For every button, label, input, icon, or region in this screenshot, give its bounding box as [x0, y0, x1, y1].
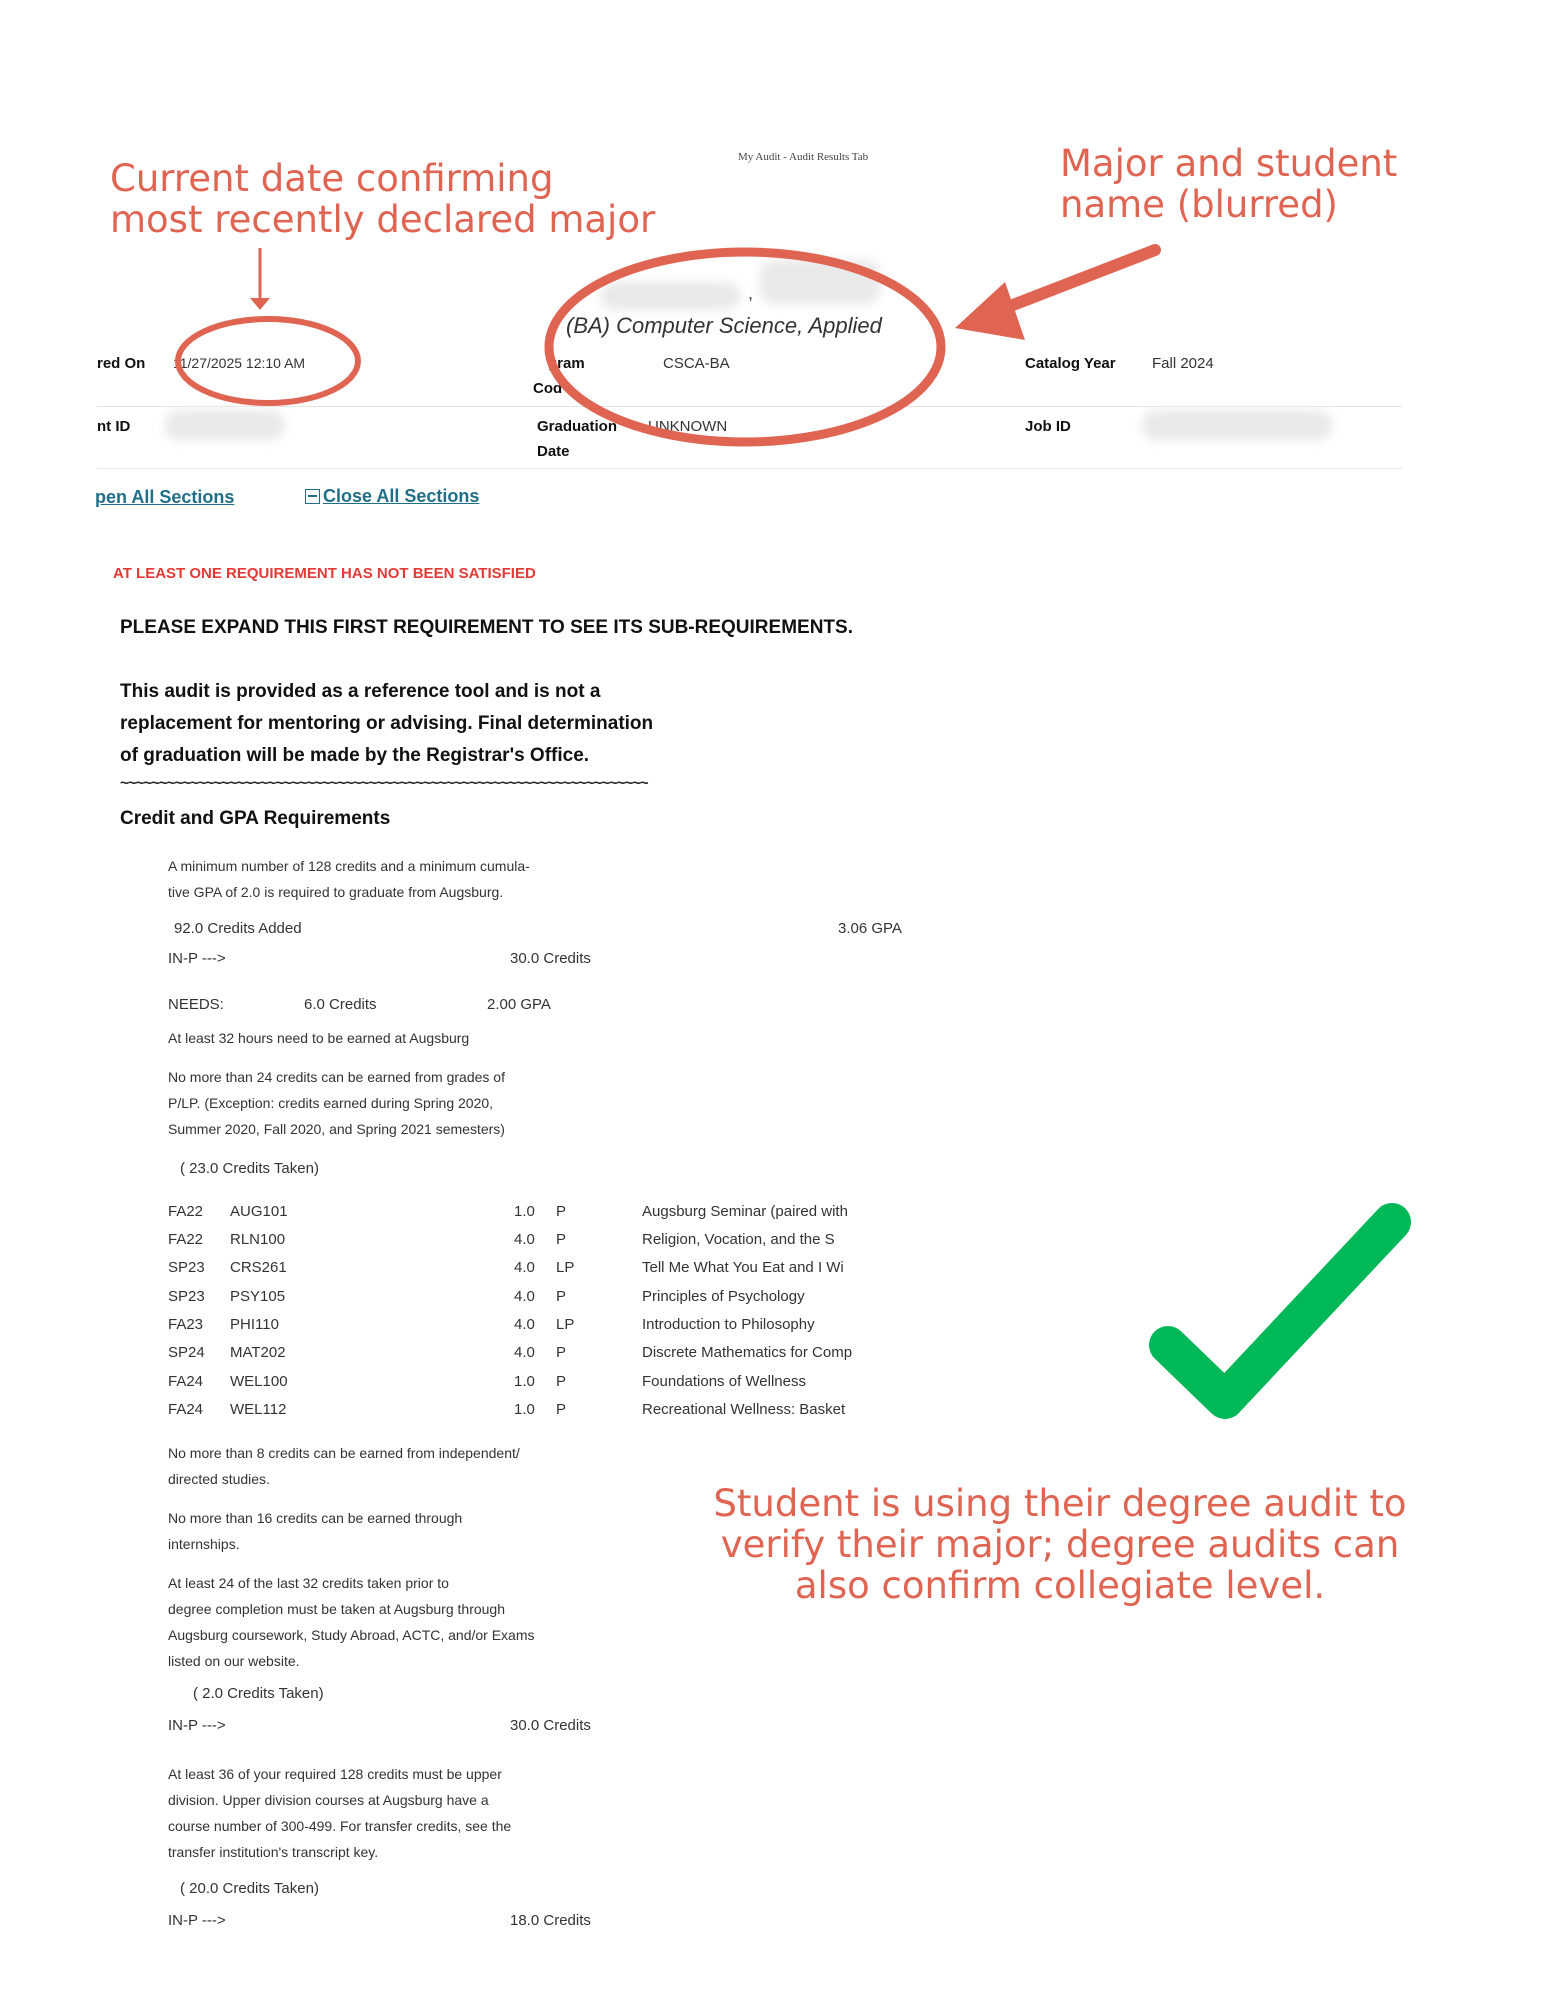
- independent-line2: directed studies.: [168, 1471, 270, 1487]
- upper-division-text: [168, 1761, 511, 1865]
- major-circle: [549, 252, 941, 442]
- major-arrow-head: [955, 282, 1025, 340]
- course-credits: 4.0: [514, 1288, 535, 1305]
- course-grade: P: [556, 1231, 567, 1248]
- internship-line2: internships.: [168, 1536, 240, 1552]
- catalog-year-label: Catalog Year: [1025, 355, 1116, 372]
- course-grade: P: [556, 1373, 567, 1390]
- course-grade: P: [556, 1203, 567, 1220]
- disclaimer-line3: of graduation will be made by the Registrar's Office.: [120, 745, 590, 766]
- course-term: FA24: [168, 1401, 204, 1418]
- course-title: Discrete Mathematics for Comp: [642, 1344, 853, 1361]
- course-code: RLN100: [230, 1231, 286, 1248]
- upper-credits-taken: ( 20.0 Credits Taken): [180, 1880, 319, 1897]
- course-grade: LP: [556, 1316, 575, 1333]
- collapse-icon: [305, 489, 320, 504]
- verify-annotation-line1: Student is using their degree audit to: [713, 1482, 1407, 1525]
- course-credits: 4.0: [514, 1231, 535, 1248]
- major-arrow-line: [1000, 250, 1155, 310]
- disclaimer-line1: This audit is provided as a reference tool and is not a: [120, 681, 601, 702]
- date-annotation: [110, 158, 655, 240]
- min-credits-text: [168, 853, 530, 905]
- disclaimer-line2: replacement for mentoring or advising. Final determination: [120, 713, 654, 734]
- upper-line3: course number of 300-499. For transfer credits, see the: [168, 1818, 512, 1834]
- table-row: [168, 1373, 928, 1399]
- independent-line1: No more than 8 credits can be earned from independent/: [168, 1445, 520, 1461]
- min-credits-line2: tive GPA of 2.0 is required to graduate from Augsburg.: [168, 884, 504, 900]
- internship-text: [168, 1505, 462, 1557]
- course-title: Augsburg Seminar (paired with: [642, 1203, 848, 1220]
- course-term: FA22: [168, 1231, 204, 1248]
- inp-label-1: IN-P --->: [168, 950, 226, 967]
- course-title: Foundations of Wellness: [642, 1373, 806, 1390]
- date-annotation-line1: Current date confirming: [110, 157, 554, 200]
- verify-annotation-line2: verify their major; degree audits can: [720, 1523, 1400, 1566]
- course-code: PSY105: [230, 1288, 286, 1305]
- checkmark-icon: [1168, 1222, 1392, 1400]
- table-row: [168, 1344, 928, 1370]
- tilde-separator: ~~~~~~~~~~~~~~~~~~~~~~~~~~~~~~~~~~~~~~~~~~~~~~~~~~~~~~~~~~~~~~~~~~~~: [120, 775, 648, 792]
- program-title: (BA) Computer Science, Applied: [566, 313, 882, 338]
- course-credits: 4.0: [514, 1316, 535, 1333]
- pnp-line3: Summer 2020, Fall 2020, and Spring 2021 semesters): [168, 1121, 505, 1137]
- course-table: [168, 1203, 928, 1433]
- inp-label-2: IN-P --->: [168, 1717, 226, 1734]
- course-grade: P: [556, 1288, 567, 1305]
- table-row: [168, 1259, 928, 1285]
- table-row: [168, 1316, 928, 1342]
- close-all-sections-link[interactable]: [305, 486, 479, 507]
- open-all-sections-link[interactable]: pen All Sections: [95, 487, 235, 507]
- student-name-separator: ,: [748, 283, 754, 303]
- upper-line2: division. Upper division courses at Augsburg have a: [168, 1792, 489, 1808]
- internship-line1: No more than 16 credits can be earned through: [168, 1510, 463, 1526]
- last32-line4: listed on our website.: [168, 1653, 300, 1669]
- course-term: FA23: [168, 1316, 204, 1333]
- pnp-credits-taken: ( 23.0 Credits Taken): [180, 1160, 319, 1177]
- needs-label: NEEDS:: [168, 996, 224, 1013]
- pnp-text: [168, 1064, 505, 1142]
- course-title: Religion, Vocation, and the S: [642, 1231, 835, 1248]
- table-row: [168, 1288, 928, 1314]
- date-arrow-head: [250, 298, 270, 310]
- course-term: SP23: [168, 1288, 205, 1305]
- major-annotation-line2: name (blurred): [1060, 183, 1338, 226]
- upper-line1: At least 36 of your required 128 credits must be upper: [168, 1766, 502, 1782]
- upper-line4: transfer institution's transcript key.: [168, 1844, 379, 1860]
- catalog-year-value: Fall 2024: [1152, 355, 1214, 372]
- student-id-blurred: [165, 410, 285, 440]
- major-annotation: [1060, 143, 1397, 225]
- student-name-blurred: [600, 282, 740, 310]
- gpa-value: 3.06 GPA: [838, 920, 902, 937]
- graduation-date-label: Graduation: [537, 418, 618, 435]
- course-title: Tell Me What You Eat and I Wi: [642, 1259, 844, 1276]
- pnp-line1: No more than 24 credits can be earned from grades of: [168, 1069, 505, 1085]
- verify-annotation-line3: also confirm collegiate level.: [794, 1564, 1326, 1607]
- prepared-on-label: red On: [97, 355, 146, 372]
- header-divider-2: [97, 468, 1402, 469]
- course-credits: 4.0: [514, 1344, 535, 1361]
- inp-value-3: 18.0 Credits: [510, 1912, 591, 1929]
- independent-study-text: [168, 1440, 520, 1492]
- job-id-blurred: [1142, 410, 1332, 440]
- course-grade: P: [556, 1344, 567, 1361]
- major-annotation-line1: Major and student: [1060, 142, 1398, 185]
- disclaimer: [120, 676, 653, 772]
- inp-label-3: IN-P --->: [168, 1912, 226, 1929]
- course-code: CRS261: [230, 1259, 287, 1276]
- program-code-label: gram: [548, 355, 585, 372]
- course-grade: P: [556, 1401, 567, 1418]
- page-title: My Audit - Audit Results Tab: [738, 151, 869, 163]
- expand-notice: PLEASE EXPAND THIS FIRST REQUIREMENT TO SEE ITS SUB-REQUIREMENTS.: [120, 617, 853, 638]
- course-title: Introduction to Philosophy: [642, 1316, 815, 1333]
- table-row: [168, 1203, 928, 1229]
- course-credits: 4.0: [514, 1259, 535, 1276]
- section-title: Credit and GPA Requirements: [120, 808, 391, 829]
- course-title: Principles of Psychology: [642, 1288, 805, 1305]
- pnp-line2: P/LP. (Exception: credits earned during Spring 2020,: [168, 1095, 494, 1111]
- last32-line2: degree completion must be taken at Augsburg through: [168, 1601, 505, 1617]
- course-credits: 1.0: [514, 1401, 535, 1418]
- close-all-sections-label: Close All Sections: [323, 486, 480, 506]
- prepared-on-value: 11/27/2025 12:10 AM: [173, 355, 306, 371]
- course-credits: 1.0: [514, 1203, 535, 1220]
- credits-added: 92.0 Credits Added: [174, 920, 302, 937]
- program-code-label-2: Cod: [533, 380, 563, 397]
- course-code: PHI110: [230, 1316, 279, 1333]
- course-code: WEL112: [230, 1401, 287, 1418]
- last32-text: [168, 1570, 535, 1674]
- table-row: [168, 1401, 928, 1427]
- course-grade: LP: [556, 1259, 575, 1276]
- course-code: AUG101: [230, 1203, 288, 1220]
- requirement-warning: AT LEAST ONE REQUIREMENT HAS NOT BEEN SATISFIED: [113, 565, 536, 582]
- student-name-blurred-2: [760, 260, 880, 304]
- student-id-label: nt ID: [97, 418, 131, 435]
- inp-value-1: 30.0 Credits: [510, 950, 591, 967]
- graduation-date-value: UNKNOWN: [648, 418, 728, 435]
- course-term: FA22: [168, 1203, 204, 1220]
- last32-line1: At least 24 of the last 32 credits taken prior to: [168, 1575, 449, 1591]
- course-code: MAT202: [230, 1344, 286, 1361]
- course-code: WEL100: [230, 1373, 288, 1390]
- last32-line3: Augsburg coursework, Study Abroad, ACTC, and/or Exams: [168, 1627, 535, 1643]
- course-credits: 1.0: [514, 1373, 535, 1390]
- last32-credits-taken: ( 2.0 Credits Taken): [193, 1685, 324, 1702]
- course-title: Recreational Wellness: Basket: [642, 1401, 846, 1418]
- graduation-date-label-2: Date: [537, 443, 570, 460]
- header-divider: [97, 406, 1402, 407]
- course-term: SP23: [168, 1259, 205, 1276]
- verify-annotation: [700, 1483, 1420, 1606]
- min-credits-line1: A minimum number of 128 credits and a minimum cumula-: [168, 858, 530, 874]
- job-id-label: Job ID: [1025, 418, 1071, 435]
- course-term: FA24: [168, 1373, 204, 1390]
- needs-credits: 6.0 Credits: [304, 996, 377, 1013]
- date-annotation-line2: most recently declared major: [110, 198, 656, 241]
- table-row: [168, 1231, 928, 1257]
- needs-gpa: 2.00 GPA: [487, 996, 551, 1013]
- augsburg-hours-text: At least 32 hours need to be earned at Augsburg: [168, 1030, 470, 1046]
- inp-value-2: 30.0 Credits: [510, 1717, 591, 1734]
- course-term: SP24: [168, 1344, 205, 1361]
- program-code-value: CSCA-BA: [663, 355, 730, 372]
